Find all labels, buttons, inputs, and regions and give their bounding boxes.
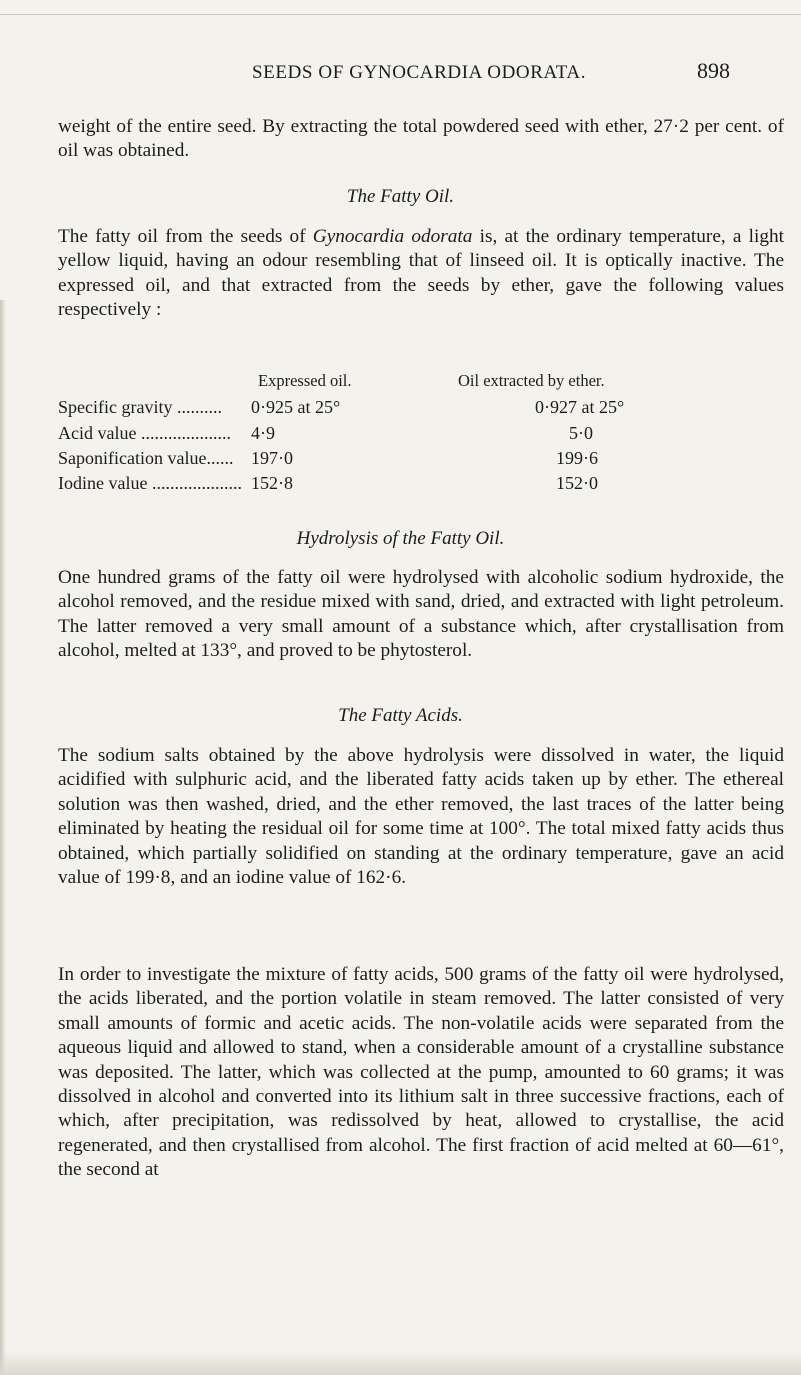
hydrolysis-text: One hundred grams of the fatty oil were hydrolysed with alcoholic sodium hydroxide, the alcohol removed, and the residue mixed with sand, dried, and extracted with light petroleum. The latter removed a very small amount of a substance which, after crystallisation from alcohol, melted at 133°, and proved to be phytosterol. xyxy=(58,567,784,662)
ether-value: 199·6 xyxy=(556,448,598,468)
ether-value: 5·0 xyxy=(569,423,593,443)
hydrolysis-paragraph xyxy=(58,566,784,664)
heading-fatty-acids: The Fatty Acids. xyxy=(338,705,463,726)
expressed-value: 152·8 xyxy=(251,473,293,493)
expressed-value: 197·0 xyxy=(251,448,293,468)
table-row xyxy=(58,423,798,447)
ether-value: 152·0 xyxy=(556,473,598,493)
species-name: Gynocardia odorata xyxy=(312,226,473,247)
intro-paragraph xyxy=(58,115,784,164)
expressed-value: 4·9 xyxy=(251,423,275,443)
table-row xyxy=(58,397,798,421)
top-edge-rule xyxy=(0,14,801,15)
ether-value: 0·927 at 25° xyxy=(535,397,625,417)
row-label: Saponification value...... xyxy=(58,448,234,468)
col-header-ether: Oil extracted by ether. xyxy=(458,371,605,390)
page-bottom-shadow xyxy=(0,1351,801,1375)
page-header xyxy=(0,52,801,92)
row-label: Acid value .................... xyxy=(58,423,231,443)
row-label: Iodine value .................... xyxy=(58,473,242,493)
fatty-oil-text: The fatty oil from the seeds of Gynocardia odorata is, at the ordinary temperature, a light yellow liquid, having an odour resembling that of linseed oil. It is optically inactive. The expressed oil, and that extracted from the seeds by ether, gave the following values respectively : xyxy=(58,226,784,321)
table-row xyxy=(58,473,798,497)
col-header-expressed: Expressed oil. xyxy=(258,371,352,390)
intro-text: weight of the entire seed. By extracting the total powdered seed with ether, 27·2 per cent. of oil was obtained. xyxy=(58,116,784,162)
fatty-acids-text-2: In order to investigate the mixture of fatty acids, 500 grams of the fatty oil were hydrolysed, the acids liberated, and the portion volatile in steam removed. The latter consisted of very small amounts of formic and acetic acids. The non-volatile acids were separated from the aqueous liquid and allowed to stand, when a considerable amount of a crystalline substance was deposited. The latter, which was collected at the pump, amounted to 60 grams; it was dissolved in alcohol and converted into its lithium salt in three successive fractions, each of which, after precipitation, was redissolved by heat, allowed to crystallise, the acid regenerated, and then crystallised from alcohol. The first fraction of acid melted at 60—61°, the second at xyxy=(58,964,784,1181)
fatty-acids-paragraph-1 xyxy=(58,744,784,890)
heading-hydrolysis: Hydrolysis of the Fatty Oil. xyxy=(296,528,505,549)
fatty-oil-paragraph xyxy=(58,225,784,323)
table-row xyxy=(58,448,798,472)
fatty-acids-paragraph-2 xyxy=(58,963,784,1183)
page-binding-shadow xyxy=(0,300,6,1375)
page-number: 898 xyxy=(697,58,730,83)
running-title: SEEDS OF GYNOCARDIA ODORATA. xyxy=(252,62,587,83)
row-label: Specific gravity .......... xyxy=(58,397,222,417)
fatty-acids-text-1: The sodium salts obtained by the above hydrolysis were dissolved in water, the liquid acidified with sulphuric acid, and the liberated fatty acids taken up by ether. The ethereal solution was then washed, dried, and the ether removed, the last traces of the latter being eliminated by heating the residual oil for some time at 100°. The total mixed fatty acids thus obtained, which partially solidified on standing at the ordinary temperature, gave an acid value of 199·8, and an iodine value of 162·6. xyxy=(58,745,784,889)
expressed-value: 0·925 at 25° xyxy=(251,397,341,417)
heading-fatty-oil: The Fatty Oil. xyxy=(346,186,455,207)
